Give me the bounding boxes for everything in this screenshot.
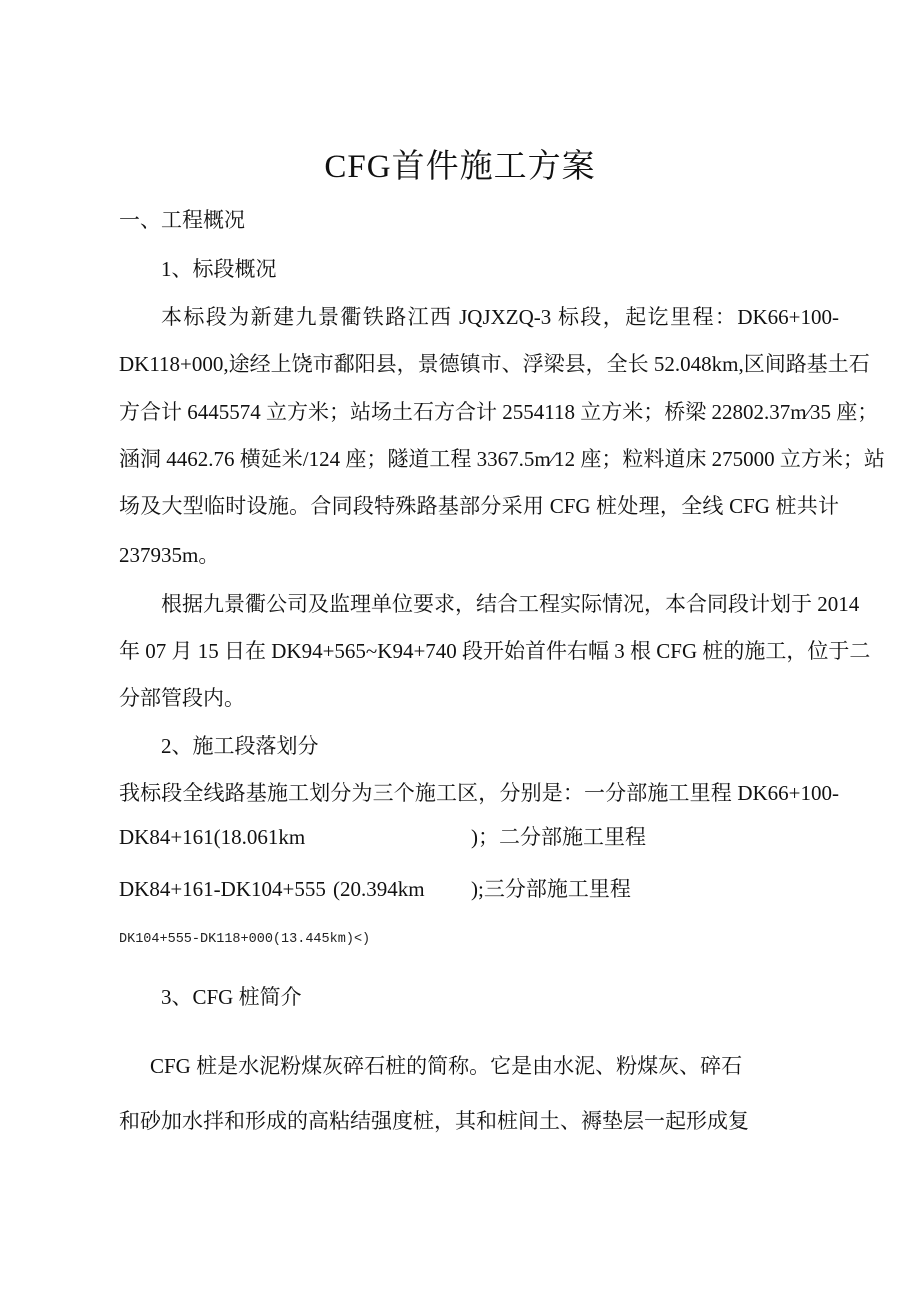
paragraph-line: 和砂加水拌和形成的高粘结强度桩，其和桩间土、褥垫层一起形成复 bbox=[119, 1109, 749, 1133]
paragraph-line-small: DK104+555-DK118+000(13.445km)<) bbox=[119, 932, 371, 947]
paragraph-line: 方合计 6445574 立方米；站场土石方合计 2554118 立方米；桥梁 22802.37m∕35 座； bbox=[119, 400, 879, 424]
paragraph-line: CFG 桩是水泥粉煤灰碎石桩的简称。它是由水泥、粉煤灰、碎石 bbox=[150, 1054, 743, 1078]
paragraph-line-segment: )；二分部施工里程 bbox=[471, 825, 646, 849]
paragraph-line: 年 07 月 15 日在 DK94+565~K94+740 段开始首件右幅 3 根 CFG 桩的施工，位于二 bbox=[119, 639, 871, 663]
document-title: CFG首件施工方案 bbox=[324, 149, 596, 185]
paragraph-line: 本标段为新建九景衢铁路江西 JQJXZQ-3 标段，起讫里程：DK66+100- bbox=[161, 305, 839, 329]
paragraph-line: DK118+000,途经上饶市鄱阳县，景德镇市、浮梁县，全长 52.048km,区间路基土石 bbox=[119, 352, 870, 376]
paragraph-line: 237935m。 bbox=[119, 543, 220, 567]
paragraph-line: 场及大型临时设施。合同段特殊路基部分采用 CFG 桩处理，全线 CFG 桩共计 bbox=[119, 494, 839, 518]
paragraph-line-segment: DK84+161(18.061km bbox=[119, 825, 306, 849]
paragraph-line-segment: (20.394km bbox=[333, 877, 425, 901]
subsection-heading-bid-section: 1、标段概况 bbox=[161, 257, 277, 281]
paragraph-line: 根据九景衢公司及监理单位要求，结合工程实际情况，本合同段计划于 2014 bbox=[161, 592, 860, 616]
subsection-heading-cfg-intro: 3、CFG 桩简介 bbox=[161, 985, 302, 1009]
paragraph-line: 分部管段内。 bbox=[119, 686, 245, 710]
paragraph-line: 涵洞 4462.76 横延米/124 座；隧道工程 3367.5m∕12 座；粒料道床 275000 立方米；站 bbox=[119, 447, 885, 471]
section-heading-overview: 一、工程概况 bbox=[119, 208, 245, 232]
paragraph-line: 我标段全线路基施工划分为三个施工区，分别是：一分部施工里程 DK66+100- bbox=[119, 781, 839, 805]
paragraph-line-segment: DK84+161-DK104+555 bbox=[119, 877, 326, 901]
paragraph-line-segment: );三分部施工里程 bbox=[471, 877, 631, 901]
subsection-heading-division: 2、施工段落划分 bbox=[161, 734, 319, 758]
